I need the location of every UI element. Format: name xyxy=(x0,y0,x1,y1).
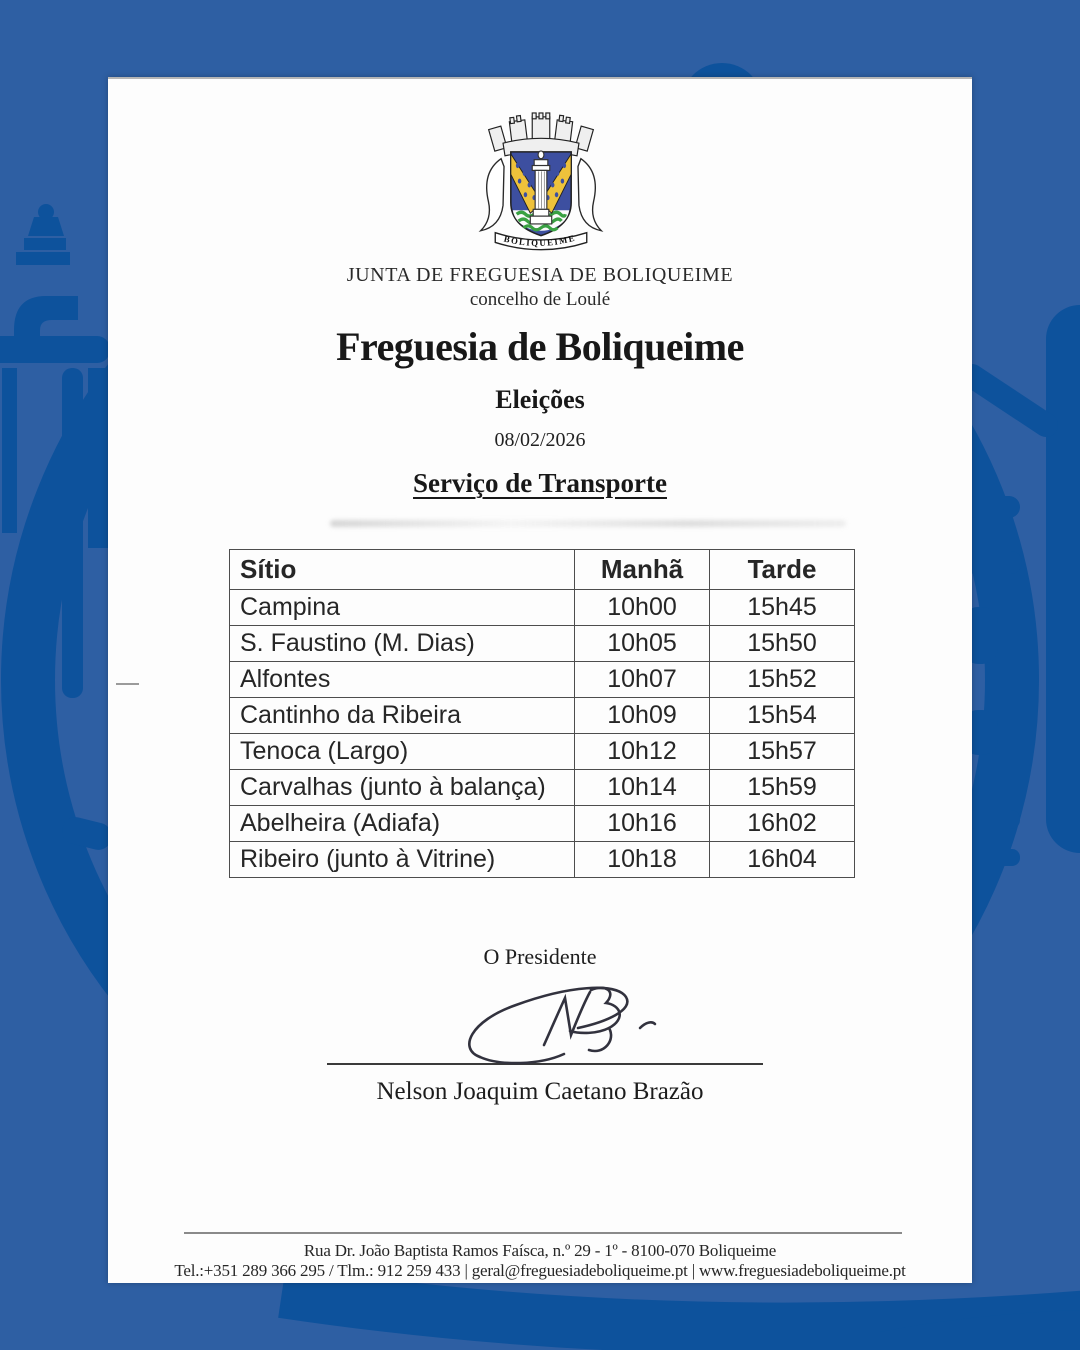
table-row xyxy=(230,770,855,806)
afternoon-time-cell: 16h04 xyxy=(710,842,855,878)
afternoon-time-cell: 15h50 xyxy=(710,626,855,662)
morning-time-cell: 10h05 xyxy=(575,626,710,662)
table-row xyxy=(230,806,855,842)
org-municipality: concelho de Loulé xyxy=(469,289,611,310)
column-header: Sítio xyxy=(230,550,575,590)
table-row xyxy=(230,842,855,878)
transport-schedule-table xyxy=(229,549,855,878)
afternoon-time-cell: 15h57 xyxy=(710,734,855,770)
handwritten-signature xyxy=(456,975,661,1077)
table-row xyxy=(230,698,855,734)
morning-time-cell: 10h14 xyxy=(575,770,710,806)
morning-time-cell: 10h18 xyxy=(575,842,710,878)
document-page xyxy=(108,77,972,1283)
site-cell: Alfontes xyxy=(230,662,575,698)
table-header-row xyxy=(230,550,855,590)
morning-time-cell: 10h16 xyxy=(575,806,710,842)
table-row xyxy=(230,734,855,770)
scan-artifact-dash xyxy=(116,683,139,685)
site-cell: Ribeiro (junto à Vitrine) xyxy=(230,842,575,878)
table-row xyxy=(230,662,855,698)
page-title: Freguesia de Boliqueime xyxy=(336,324,744,369)
footer-address: Rua Dr. João Baptista Ramos Faísca, n.º 29 - 1º - 8100-070 Boliqueime xyxy=(303,1241,777,1260)
section-title: Serviço de Transporte xyxy=(413,468,667,498)
site-cell: S. Faustino (M. Dias) xyxy=(230,626,575,662)
morning-time-cell: 10h07 xyxy=(575,662,710,698)
signatory-name: Nelson Joaquim Caetano Brazão xyxy=(376,1078,704,1105)
watermark-bottom-arc-icon xyxy=(282,1292,1080,1350)
table-row xyxy=(230,626,855,662)
document-date: 08/02/2026 xyxy=(494,429,586,451)
site-cell: Cantinho da Ribeira xyxy=(230,698,575,734)
org-name: JUNTA DE FREGUESIA DE BOLIQUEIME xyxy=(346,264,734,286)
table-row xyxy=(230,590,855,626)
afternoon-time-cell: 15h59 xyxy=(710,770,855,806)
site-cell: Campina xyxy=(230,590,575,626)
afternoon-time-cell: 15h52 xyxy=(710,662,855,698)
afternoon-time-cell: 16h02 xyxy=(710,806,855,842)
column-header: Manhã xyxy=(575,550,710,590)
footer-contacts: Tel.:+351 289 366 295 / Tlm.: 912 259 433 | geral@freguesiadeboliqueime.pt | www.freguesiadeboliqueime.pt xyxy=(174,1261,906,1280)
morning-time-cell: 10h00 xyxy=(575,590,710,626)
morning-time-cell: 10h12 xyxy=(575,734,710,770)
site-cell: Tenoca (Largo) xyxy=(230,734,575,770)
column-header: Tarde xyxy=(710,550,855,590)
boliqueime-coat-of-arms-icon xyxy=(468,110,614,260)
page-subtitle: Eleições xyxy=(495,385,585,414)
site-cell: Carvalhas (junto à balança) xyxy=(230,770,575,806)
scan-artifact-smudge xyxy=(330,520,846,527)
footer-divider xyxy=(184,1232,902,1234)
site-cell: Abelheira (Adiafa) xyxy=(230,806,575,842)
afternoon-time-cell: 15h45 xyxy=(710,590,855,626)
signatory-role: O Presidente xyxy=(483,944,597,969)
afternoon-time-cell: 15h54 xyxy=(710,698,855,734)
morning-time-cell: 10h09 xyxy=(575,698,710,734)
crest-banner-text: BOLIQUEIME xyxy=(502,232,577,248)
